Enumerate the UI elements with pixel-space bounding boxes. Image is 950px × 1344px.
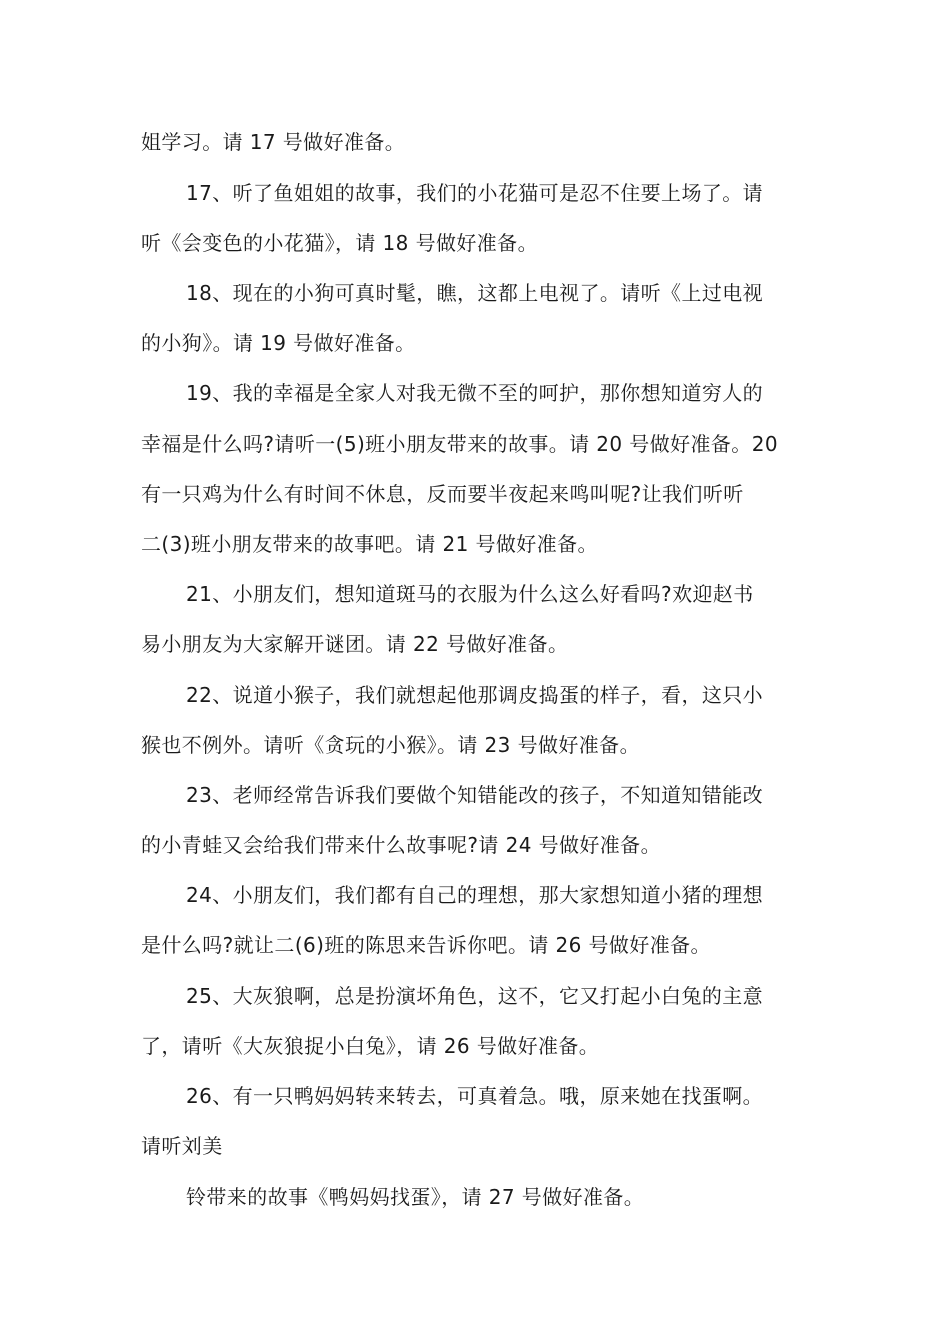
text-line: 21、小朋友们，想知道斑马的衣服为什么这么好看吗?欢迎赵书: [186, 582, 754, 606]
text-line: 的小青蛙又会给我们带来什么故事呢?请 24 号做好准备。: [141, 833, 661, 857]
text-line: 铃带来的故事《鸭妈妈找蛋》，请 27 号做好准备。: [186, 1185, 645, 1209]
text-line: 了，请听《大灰狼捉小白兔》，请 26 号做好准备。: [141, 1034, 600, 1058]
text-line: 的小狗》。请 19 号做好准备。: [141, 331, 416, 355]
text-line: 易小朋友为大家解开谜团。请 22 号做好准备。: [141, 632, 569, 656]
text-line: 二(3)班小朋友带来的故事吧。请 21 号做好准备。: [141, 532, 598, 556]
text-line: 幸福是什么吗?请听一(5)班小朋友带来的故事。请 20 号做好准备。20: [141, 432, 778, 456]
text-line: 26、有一只鸭妈妈转来转去，可真着急。哦，原来她在找蛋啊。: [186, 1084, 764, 1108]
text-line: 22、说道小猴子，我们就想起他那调皮捣蛋的样子，看，这只小: [186, 683, 764, 707]
text-line: 姐学习。请 17 号做好准备。: [141, 130, 406, 154]
text-line: 19、我的幸福是全家人对我无微不至的呵护，那你想知道穷人的: [186, 381, 764, 405]
text-line: 23、老师经常告诉我们要做个知错能改的孩子，不知道知错能改: [186, 783, 764, 807]
text-line: 是什么吗?就让二(6)班的陈思来告诉你吧。请 26 号做好准备。: [141, 933, 711, 957]
text-line: 18、现在的小狗可真时髦，瞧，这都上电视了。请听《上过电视: [186, 281, 764, 305]
text-line: 有一只鸡为什么有时间不休息，反而要半夜起来鸣叫呢?让我们听听: [141, 482, 744, 506]
text-line: 听《会变色的小花猫》，请 18 号做好准备。: [141, 231, 538, 255]
text-line: 请听刘美: [141, 1134, 223, 1158]
text-line: 25、大灰狼啊，总是扮演坏角色，这不，它又打起小白兔的主意: [186, 984, 764, 1008]
text-line: 猴也不例外。请听《贪玩的小猴》。请 23 号做好准备。: [141, 733, 640, 757]
text-line: 24、小朋友们，我们都有自己的理想，那大家想知道小猪的理想: [186, 883, 764, 907]
text-line: 17、听了鱼姐姐的故事，我们的小花猫可是忍不住要上场了。请: [186, 181, 764, 205]
